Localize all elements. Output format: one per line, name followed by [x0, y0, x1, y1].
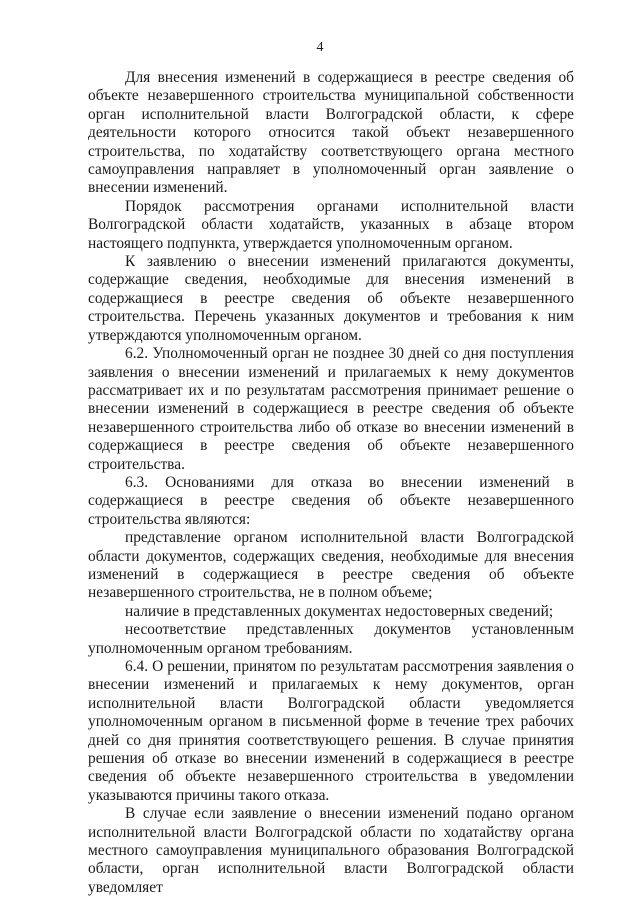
paragraph: наличие в представленных документах недостоверных сведений;: [125, 602, 554, 620]
paragraph: несоответствие представленных документов установленным уполномоченным органом требованиям.: [88, 621, 574, 657]
paragraph: представление органом исполнительной власти Волгоградской области документов, содержащих сведения, необходимые для внесения изменений в содержащиеся в реестре сведения об объекте незавершенного строительства, не в полном объеме;: [88, 529, 574, 602]
paragraph: 6.2. Уполномоченный орган не позднее 30 дней со дня поступления заявления о внесении изменений и прилагаемых к нему документов рассматривает их и по результатам рассмотрения принимает решение о внесении изменений в содержащиеся в реестре сведения об объекте незавершенного строительства либо об отказе во внесении изменений в содержащиеся в реестре сведения об объекте незавершенного строительства.: [88, 345, 574, 473]
page-number: 4: [316, 40, 324, 55]
document-body: [88, 69, 574, 897]
paragraph: 6.4. О решении, принятом по результатам рассмотрения заявления о внесении изменений и прилагаемых к нему документов, орган исполнительной власти Волгоградской области уведомляется уполномоченным органом в письменной форме в течение трех рабочих дней со дня принятия соответствующего решения. В случае принятия решения об отказе во внесении изменений в содержащиеся в реестре сведения об объекте незавершенного строительства в уведомлении указываются причины такого отказа.: [88, 658, 574, 804]
paragraph: Порядок рассмотрения органами исполнительной власти Волгоградской области ходатайств, указанных в абзаце втором настоящего подпункта, утверждается уполномоченным органом.: [88, 197, 574, 252]
paragraph: Для внесения изменений в содержащиеся в реестре сведения об объекте незавершенного строительства муниципальной собственности орган исполнительной власти Волгоградской области, к сфере деятельности которого относится такой объект незавершенного строительства, по ходатайству соответствующего органа местного самоуправления направляет в уполномоченный орган заявление о внесении изменений.: [88, 69, 574, 197]
paragraph: 6.3. Основаниями для отказа во внесении изменений в содержащиеся в реестре сведения об объекте незавершенного строительства являются:: [88, 473, 574, 528]
paragraph: В случае если заявление о внесении изменений подано органом исполнительной власти Волгоградской области по ходатайству органа местного самоуправления муниципального образования Волгоградской области, орган исполнительной власти Волгоградской области уведомляет: [88, 805, 574, 896]
paragraph: К заявлению о внесении изменений прилагаются документы, содержащие сведения, необходимые для внесения изменений в содержащиеся в реестре сведения об объекте незавершенного строительства. Перечень указанных документов и требования к ним утверждаются уполномоченным органом.: [88, 253, 574, 344]
